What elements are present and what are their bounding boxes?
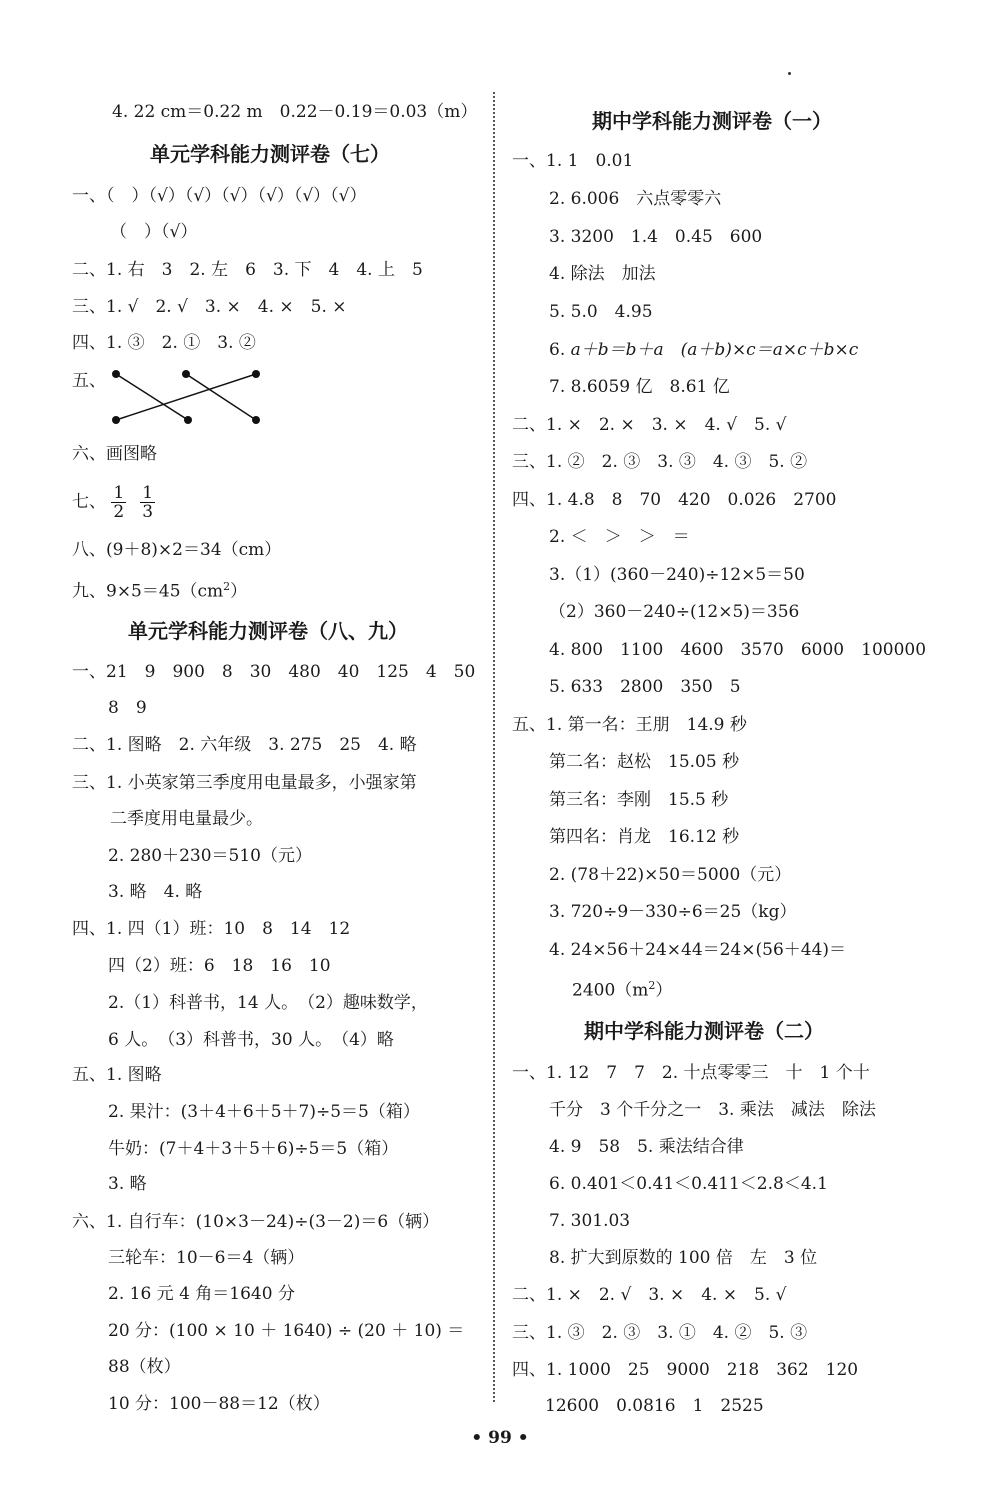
answer-line: 二、1. × 2. √ 3. × 4. × 5. √ (512, 1285, 787, 1305)
answer-line: 五、1. 图略 (72, 1065, 162, 1085)
answer-line: 3. 略 4. 略 (108, 882, 203, 902)
matching-figure (108, 368, 268, 428)
match-line (186, 374, 256, 420)
answer-line: 2. 280＋230＝510（元） (108, 846, 312, 866)
answer-line: 2.（1）科普书，14 人。 （2）趣味数学， (108, 993, 428, 1013)
answer-line: 8. 扩大到原数的 100 倍 左 3 位 (549, 1248, 818, 1268)
answer-line: 一、1. 1 0.01 (512, 151, 634, 171)
answer-line (572, 975, 672, 1002)
answer-line (549, 339, 858, 361)
answer-line: 2. 16 元 4 角＝1640 分 (108, 1284, 295, 1304)
answer-line: 二、1. 右 3 2. 左 6 3. 下 4 4. 上 5 (72, 260, 423, 280)
fraction-denominator: 2 (113, 502, 125, 522)
answer-line: 5. 633 2800 350 5 (549, 677, 741, 697)
answer-line: 7. 8.6059 亿 8.61 亿 (549, 377, 730, 397)
answer-line: 3. 略 (108, 1174, 147, 1194)
match-dot (184, 416, 192, 424)
answer-line: 6 人。 （3）科普书，30 人。 （4）略 (108, 1030, 394, 1050)
fraction-numerator: 1 (113, 483, 125, 503)
answer-line: 2. 6.006 六点零零六 (549, 189, 722, 209)
match-dot (112, 370, 120, 378)
answer-line: 四、1. 四（1）班：10 8 14 12 (72, 919, 351, 939)
answer-line: 五、1. 第一名：王朋 14.9 秒 (512, 715, 747, 735)
answer-line: 二、1. × 2. × 3. × 4. √ 5. √ (512, 415, 787, 435)
answer-line: 牛奶：(7＋4＋3＋5＋6)÷5＝5（箱） (108, 1139, 399, 1159)
answer-line: 一、1. 12 7 7 2. 十点零零三 十 1 个十 (512, 1063, 870, 1083)
answer-text: 2400（m (572, 980, 649, 1001)
answer-text: ） (655, 980, 673, 1001)
answer-text: 九、9×5＝45（cm (72, 581, 224, 602)
superscript: 2 (223, 580, 231, 593)
answer-line: 四、1. 1000 25 9000 218 362 120 (512, 1360, 859, 1380)
answer-line: 二季度用电量最少。 (110, 809, 263, 829)
answer-line: 三、1. ② 2. ③ 3. ③ 4. ③ 5. ② (512, 452, 808, 472)
answer-line: （ ）（√） (110, 222, 198, 242)
match-line (116, 374, 256, 420)
answer-line: （2）360－240÷(12×5)＝356 (549, 602, 800, 622)
answer-line: 四、1. 4.8 8 70 420 0.026 2700 (512, 490, 837, 510)
answer-label: 七、 (72, 492, 106, 512)
answer-line: 88（枚） (108, 1357, 181, 1377)
answer-line: 7. 301.03 (549, 1211, 631, 1231)
page-number: • 99 • (471, 1428, 529, 1448)
answer-line: 3. 3200 1.4 0.45 600 (549, 227, 763, 247)
fraction (111, 484, 126, 521)
answer-line: 六、画图略 (72, 444, 157, 464)
match-dot (112, 416, 120, 424)
answer-line: 8 9 (108, 698, 147, 718)
answer-line: 三、1. √ 2. √ 3. × 4. × 5. × (72, 297, 347, 317)
answer-line: 八、(9＋8)×2＝34（cm） (72, 540, 282, 560)
answer-line: 三轮车：10－6＝4（辆） (108, 1248, 305, 1268)
fraction-numerator: 1 (142, 483, 154, 503)
answer-line-fractions (72, 482, 169, 522)
answer-text: ） (230, 581, 248, 602)
answer-line: 三、1. 小英家第三季度用电量最多，小强家第 (72, 773, 417, 793)
match-dot (252, 370, 260, 378)
answer-line (72, 576, 247, 603)
answer-line: 5. 5.0 4.95 (549, 302, 653, 322)
fraction-denominator: 3 (142, 502, 154, 522)
fraction (140, 484, 155, 521)
answer-number: 6. (549, 340, 571, 360)
answer-line: 五、 (72, 371, 106, 391)
answer-line: 6. 0.401＜0.41＜0.411＜2.8＜4.1 (549, 1174, 828, 1194)
answer-line: 第四名：肖龙 16.12 秒 (549, 827, 740, 847)
answer-line: 12600 0.0816 1 2525 (545, 1396, 764, 1416)
section-title-unit8-9: 单元学科能力测评卷（八、九） (128, 619, 408, 643)
answer-line: 20 分：(100 × 10 ＋ 1640) ÷ (20 ＋ 10) ＝ (108, 1321, 465, 1341)
match-dot (182, 370, 190, 378)
answer-line: 2. 果汁：(3＋4＋6＋5＋7)÷5＝5（箱） (108, 1102, 420, 1122)
formula-text: a＋b＝b＋a (a＋b)×c＝a×c＋b×c (570, 340, 859, 360)
column-divider (493, 92, 495, 1402)
answer-line: 3.（1）(360－240)÷12×5＝50 (549, 565, 805, 585)
match-line (116, 374, 188, 420)
answer-line: 一、（ ）（√）（√）（√）（√）（√）（√） (72, 186, 367, 206)
section-title-unit7: 单元学科能力测评卷（七） (150, 142, 390, 166)
answer-line: 千分 3 个千分之一 3. 乘法 减法 除法 (549, 1100, 876, 1120)
answer-line: 一、21 9 900 8 30 480 40 125 4 50 (72, 662, 476, 682)
answer-line: 10 分：100－88＝12（枚） (108, 1394, 330, 1414)
answer-line: 2. (78＋22)×50＝5000（元） (549, 865, 792, 885)
answer-line: 4. 800 1100 4600 3570 6000 100000 (549, 640, 927, 660)
match-dot (252, 416, 260, 424)
answer-line: 三、1. ③ 2. ③ 3. ① 4. ② 5. ③ (512, 1323, 808, 1343)
section-title-midterm-1: 期中学科能力测评卷（一） (592, 109, 832, 133)
superscript: 2 (648, 979, 656, 992)
answer-line: 四、1. ③ 2. ① 3. ② (72, 333, 256, 353)
answer-line: 第三名：李刚 15.5 秒 (549, 790, 729, 810)
answer-line: 六、1. 自行车：(10×3－24)÷(3－2)＝6（辆） (72, 1212, 440, 1232)
answer-line: 2. ＜ ＞ ＞ ＝ (549, 527, 690, 547)
answer-line: 二、1. 图略 2. 六年级 3. 275 25 4. 略 (72, 735, 417, 755)
corner-mark (788, 72, 791, 75)
answer-line: 四（2）班：6 18 16 10 (108, 956, 331, 976)
answer-line: 4. 24×56＋24×44＝24×(56＋44)＝ (549, 940, 847, 960)
answer-line: 4. 22 cm＝0.22 m 0.22－0.19＝0.03（m） (112, 102, 478, 122)
answer-line: 第二名：赵松 15.05 秒 (549, 752, 740, 772)
section-title-midterm-2: 期中学科能力测评卷（二） (584, 1019, 824, 1043)
answer-line: 3. 720÷9－330÷6＝25（kg） (549, 902, 797, 922)
answer-line: 4. 9 58 5. 乘法结合律 (549, 1137, 744, 1157)
answer-line: 4. 除法 加法 (549, 264, 656, 284)
